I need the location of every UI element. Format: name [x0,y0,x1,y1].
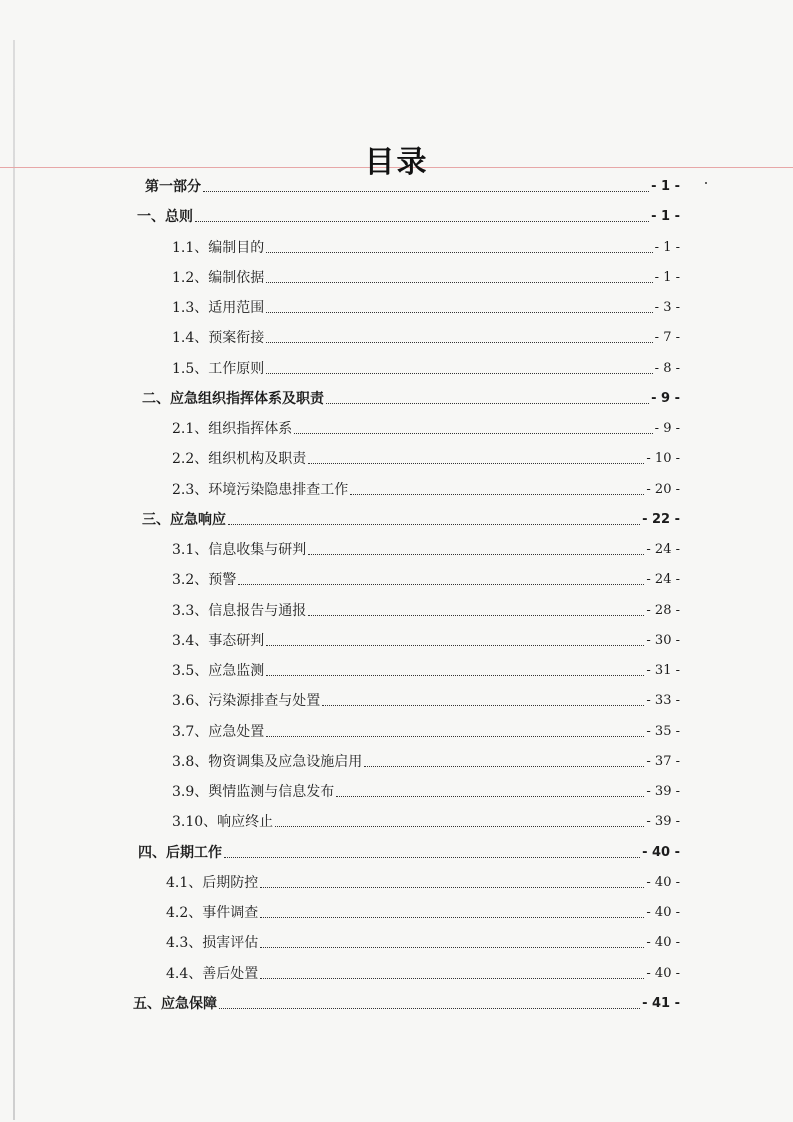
toc-dot-leader [224,857,640,858]
toc-entry-label: 3.3、信息报告与通报 [172,602,307,619]
toc-page-number: - 7 - [654,330,680,346]
toc-page-number: - 40 - [646,935,680,951]
toc-page-number: - 39 - [646,814,680,830]
toc-dot-leader [260,947,644,948]
toc-entry-label: 五、应急保障 [133,995,217,1012]
toc-page-number: - 33 - [646,693,680,709]
toc-page-number: - 20 - [646,481,680,497]
toc-page-number: - 1 - [651,209,680,225]
toc-entry-label: 3.1、信息收集与研判 [172,542,307,558]
toc-page-number: - 24 - [646,542,680,557]
toc-entry-label: 3.9、舆情监测与信息发布 [172,784,335,800]
toc-entry-label: 4.2、事件调查 [166,905,259,921]
toc-page-number: - 40 - [646,905,680,920]
toc-entry[interactable] [166,872,680,892]
toc-entry[interactable] [172,358,680,378]
toc-page-number: - 9 - [651,390,680,406]
toc-entry[interactable] [172,297,680,317]
toc-entry-label: 4.4、善后处置 [166,965,259,982]
toc-entry-label: 1.1、编制目的 [172,239,265,256]
toc-entry-label: 3.6、污染源排查与处置 [172,693,321,710]
toc-entry[interactable] [172,751,680,771]
toc-dot-leader [266,373,652,374]
toc-entry[interactable] [142,509,680,529]
toc-entry-label: 2.3、环境污染隐患排查工作 [172,481,349,498]
toc-dot-leader [266,342,652,343]
toc-entry[interactable] [172,479,680,499]
toc-entry[interactable] [172,327,680,347]
toc-entry-label: 2.2、组织机构及职责 [172,451,307,468]
toc-dot-leader [350,494,644,495]
toc-entry-label: 1.5、工作原则 [172,360,265,377]
toc-dot-leader [260,917,644,918]
page-title: 目录 [364,145,429,180]
toc-entry[interactable] [166,902,680,922]
toc-dot-leader [308,554,644,555]
toc-entry[interactable] [166,932,680,952]
toc-dot-leader [322,705,644,706]
toc-dot-leader [308,463,644,464]
toc-dot-leader [294,433,652,434]
toc-entry-label: 4.3、损害评估 [166,935,259,952]
toc-page-number: - 39 - [646,784,680,799]
toc-entry-label: 二、应急组织指挥体系及职责 [142,390,324,407]
toc-entry[interactable] [137,206,680,226]
toc-page-number: - 28 - [646,602,680,618]
toc-page-number: - 10 - [646,451,680,467]
toc-entry-label: 3.5、应急监测 [172,663,265,679]
toc-entry[interactable] [172,690,680,710]
toc-dot-leader [219,1008,640,1009]
toc-page-number: - 40 - [642,844,680,860]
toc-entry[interactable] [172,600,680,620]
toc-dot-leader [336,796,644,797]
toc-dot-leader [238,584,644,585]
toc-page-number: - 40 - [646,965,680,981]
toc-entry[interactable] [145,176,680,196]
toc-page-number: - 1 - [654,239,680,255]
toc-page-number: - 1 - [651,179,680,194]
toc-page-number: - 35 - [646,723,680,739]
toc-page-number: - 40 - [646,874,680,890]
toc-dot-leader [266,312,652,313]
toc-entry[interactable] [172,660,680,680]
toc-entry-label: 2.1、组织指挥体系 [172,421,293,437]
toc-entry-label: 三、应急响应 [142,511,226,528]
toc-page-number: - 1 - [654,269,680,285]
toc-entry[interactable] [172,811,680,831]
toc-entry-label: 一、总则 [137,209,193,226]
toc-entry-label: 1.2、编制依据 [172,269,265,286]
toc-entry[interactable] [172,448,680,468]
toc-dot-leader [195,221,649,222]
toc-dot-leader [364,766,644,767]
toc-entry[interactable] [172,721,680,741]
toc-entry[interactable] [172,418,680,438]
toc-entry-label: 1.4、预案衔接 [172,330,265,347]
toc-dot-leader [260,887,644,888]
toc-page-number: - 3 - [654,300,680,315]
toc-dot-leader [326,403,649,404]
toc-entry-label: 1.3、适用范围 [172,300,265,316]
toc-page-number: - 9 - [654,421,680,436]
toc-dot-leader [266,736,644,737]
toc-dot-leader [266,675,644,676]
toc-page-number: - 37 - [646,753,680,769]
toc-page-number: - 31 - [646,663,680,678]
toc-entry-label: 3.8、物资调集及应急设施启用 [172,753,363,770]
toc-page-number: - 41 - [642,995,680,1011]
toc-entry-label: 4.1、后期防控 [166,874,259,891]
toc-dot-leader [266,282,652,283]
toc-entry-label: 3.7、应急处置 [172,723,265,740]
toc-page-number: - 24 - [646,572,680,588]
toc-entry-label: 3.10、响应终止 [172,814,274,831]
toc-dot-leader [203,191,649,192]
toc-entry[interactable] [138,842,680,862]
toc-entry[interactable] [172,237,680,257]
toc-entry[interactable] [172,781,680,801]
toc-entry-label: 第一部分 [145,179,201,195]
toc-entry[interactable] [172,569,680,589]
toc-page-number: - 22 - [642,511,680,527]
toc-dot-leader [266,645,644,646]
toc-entry-label: 3.4、事态研判 [172,632,265,649]
scan-speck [705,182,707,184]
toc-dot-leader [266,252,652,253]
toc-dot-leader [260,978,644,979]
toc-page-number: - 30 - [646,632,680,648]
toc-entry-label: 3.2、预警 [172,572,237,589]
toc-entry-label: 四、后期工作 [138,844,222,861]
toc-entry[interactable] [172,267,680,287]
toc-dot-leader [308,615,644,616]
toc-entry[interactable] [142,388,680,408]
toc-entry[interactable] [166,963,680,983]
toc-entry[interactable] [172,539,680,559]
toc-entry[interactable] [172,630,680,650]
toc-dot-leader [228,524,640,525]
toc-dot-leader [275,826,644,827]
scan-edge-line [13,40,15,1120]
toc-entry[interactable] [133,993,680,1013]
toc-page-number: - 8 - [654,360,680,376]
